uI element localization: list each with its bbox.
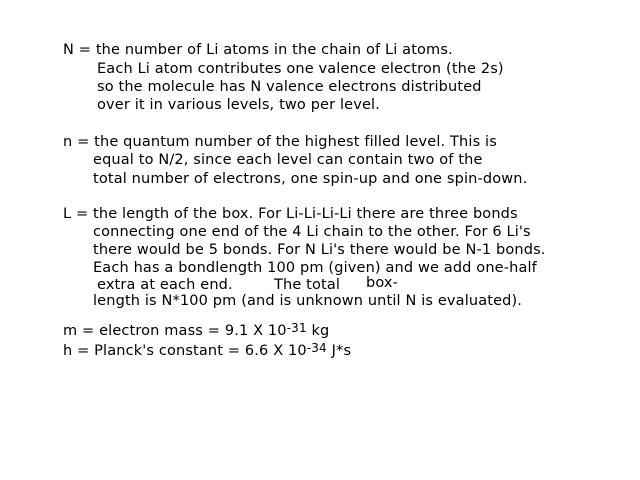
definition-N-line-4: over it in various levels, two per level. [97,97,380,113]
definition-L-line-2: connecting one end of the 4 Li chain to the other. For 6 Li's [93,224,531,240]
definition-m-suffix: kg [306,323,330,339]
definition-n-line-2: equal to N/2, since each level can contain two of the [93,152,483,168]
definition-m [63,322,329,340]
definition-L-line-5a: extra at each end. [97,277,233,293]
definition-L-line-3: there would be 5 bonds. For N Li's there would be N-1 bonds. [93,242,546,258]
definition-L-line-1: L = the length of the box. For Li-Li-Li-Li there are three bonds [63,206,518,222]
definition-m-prefix: m = electron mass = 9.1 X 10 [63,323,287,339]
definition-L-line-5c: box- [366,275,399,291]
definition-L-line-5b: The total [274,277,341,293]
definition-N-line-1: N = the number of Li atoms in the chain of Li atoms. [63,42,453,58]
definition-N-line-2: Each Li atom contributes one valence electron (the 2s) [97,61,504,77]
definition-L-line-6: length is N*100 pm (and is unknown until N is evaluated). [93,293,523,309]
definition-N-line-3: so the molecule has N valence electrons distributed [97,79,482,95]
definition-n-line-1: n = the quantum number of the highest filled level. This is [63,134,497,150]
definition-h-suffix: J*s [326,343,352,359]
definition-n-line-3: total number of electrons, one spin-up and one spin-down. [93,171,528,187]
definition-h-prefix: h = Planck's constant = 6.6 X 10 [63,343,307,359]
definition-L-line-4: Each has a bondlength 100 pm (given) and we add one-half [93,260,537,276]
definition-h [63,342,351,360]
definition-h-exponent: -34 [306,341,327,355]
definition-m-exponent: -31 [286,321,307,335]
